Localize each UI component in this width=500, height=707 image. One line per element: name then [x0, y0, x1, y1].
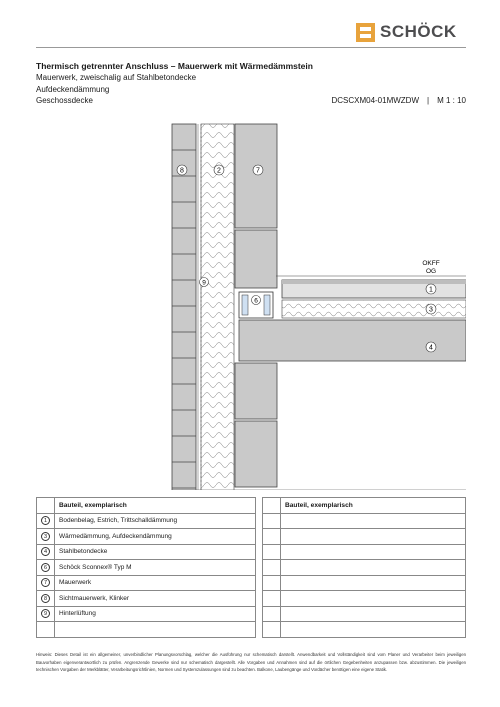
table-row [37, 560, 256, 576]
drawing-meta [331, 96, 466, 105]
drawing-scale: M 1 : 10 [437, 96, 466, 105]
table-row [37, 575, 256, 591]
label-4: 4 [429, 344, 433, 352]
table-row [37, 544, 256, 560]
subtitle-line-3: Geschossdecke [36, 96, 93, 105]
row-number: 4 [41, 547, 50, 556]
row-text: Sichtmauerwerk, Klinker [55, 591, 256, 607]
table-header-row [37, 498, 256, 514]
row-text: Schöck Sconnex® Typ M [55, 560, 256, 576]
label-1: 1 [429, 286, 433, 294]
table-row [37, 529, 256, 545]
code-line [36, 96, 466, 105]
subtitle-line-1: Mauerwerk, zweischalig auf Stahlbetondecke [36, 73, 197, 82]
table-row [37, 591, 256, 607]
callout-7 [253, 165, 263, 175]
row-number: 9 [41, 609, 50, 618]
table-row [37, 513, 256, 529]
label-6: 6 [254, 297, 258, 305]
level-marker [422, 260, 439, 275]
callout-6 [251, 296, 261, 307]
table-row [263, 513, 466, 529]
table-row [37, 606, 256, 622]
drawing-code: DCSCXM04-01MWZDW [331, 96, 420, 105]
row-number: 1 [41, 516, 50, 525]
component-table-left [36, 497, 256, 638]
row-text: Wärmedämmung, Aufdeckendämmung [55, 529, 256, 545]
table-row [263, 529, 466, 545]
callout-3 [426, 304, 436, 314]
callout-8 [177, 165, 187, 175]
table-row [37, 622, 256, 638]
table-row [263, 575, 466, 591]
label-8: 8 [180, 167, 184, 175]
row-text: Mauerwerk [55, 575, 256, 591]
label-9: 9 [202, 279, 206, 287]
table-header-row [263, 498, 466, 514]
component-table-right [262, 497, 466, 638]
technical-drawing [36, 110, 466, 490]
disclaimer-text: Hinweis: Dieses Detail ist ein allgemeiner, unverbindlicher Planungsvorschlag, welcher die Ausführung nur schematisch darstellt. Anwendbarkeit und Vollständigkeit sind vom Planer und Verarbeiter beim jeweiligen Bauvorhaben eigenverantwortlich zu prüfen. Angrenzende Gewerke sind nur schematisch dargestellt. Alle Vorgaben und Annahmen sind auf die örtlichen Gegebenheiten anzupassen bzw. abzustimmen. Die jeweiligen technischen Vorgaben der Merkblätter, Verarbeitungsrichtlinien, Normen und Systemzulassungen sind zu beachten. Balkone, Laubengänge und Vordächer benötigen eine eigene Statik. [36, 652, 466, 672]
row-text: Hinterlüftung [55, 606, 256, 622]
row-number: 7 [41, 578, 50, 587]
clinker-wall [172, 124, 196, 490]
label-2: 2 [217, 167, 221, 175]
header-divider [36, 47, 466, 48]
brand-logo [356, 20, 466, 44]
table-row [263, 622, 466, 638]
label-okff: OKFF [422, 260, 440, 267]
subtitle-line-2: Aufdeckendämmung [36, 85, 110, 94]
page-title: Thermisch getrennter Anschluss – Mauerwerk mit Wärmedämmstein [36, 61, 313, 71]
table-row [263, 606, 466, 622]
callout-9 [200, 278, 209, 287]
row-text: Bodenbelag, Estrich, Trittschalldämmung [55, 513, 256, 529]
label-3: 3 [429, 306, 433, 314]
label-og: OG [425, 268, 437, 275]
ventilation-gap [198, 124, 201, 490]
row-text: Stahlbetondecke [55, 544, 256, 560]
meta-separator: | [427, 96, 430, 105]
brand-name: SCHÖCK [380, 22, 457, 41]
table-row [263, 591, 466, 607]
title-block [36, 60, 466, 96]
row-number: 8 [41, 594, 50, 603]
callout-1 [426, 284, 436, 294]
row-number: 3 [41, 532, 50, 541]
concrete-slab [239, 320, 466, 361]
wall-insulation [201, 124, 234, 490]
row-number: 6 [41, 563, 50, 572]
table-header: Bauteil, exemplarisch [55, 498, 256, 514]
table-row [263, 544, 466, 560]
callout-2 [214, 165, 224, 175]
table-header: Bauteil, exemplarisch [281, 498, 466, 514]
schoeck-logo-icon [356, 23, 375, 42]
callout-4 [426, 342, 436, 352]
label-7: 7 [256, 167, 260, 175]
table-row [263, 560, 466, 576]
floor-buildup [282, 280, 466, 318]
